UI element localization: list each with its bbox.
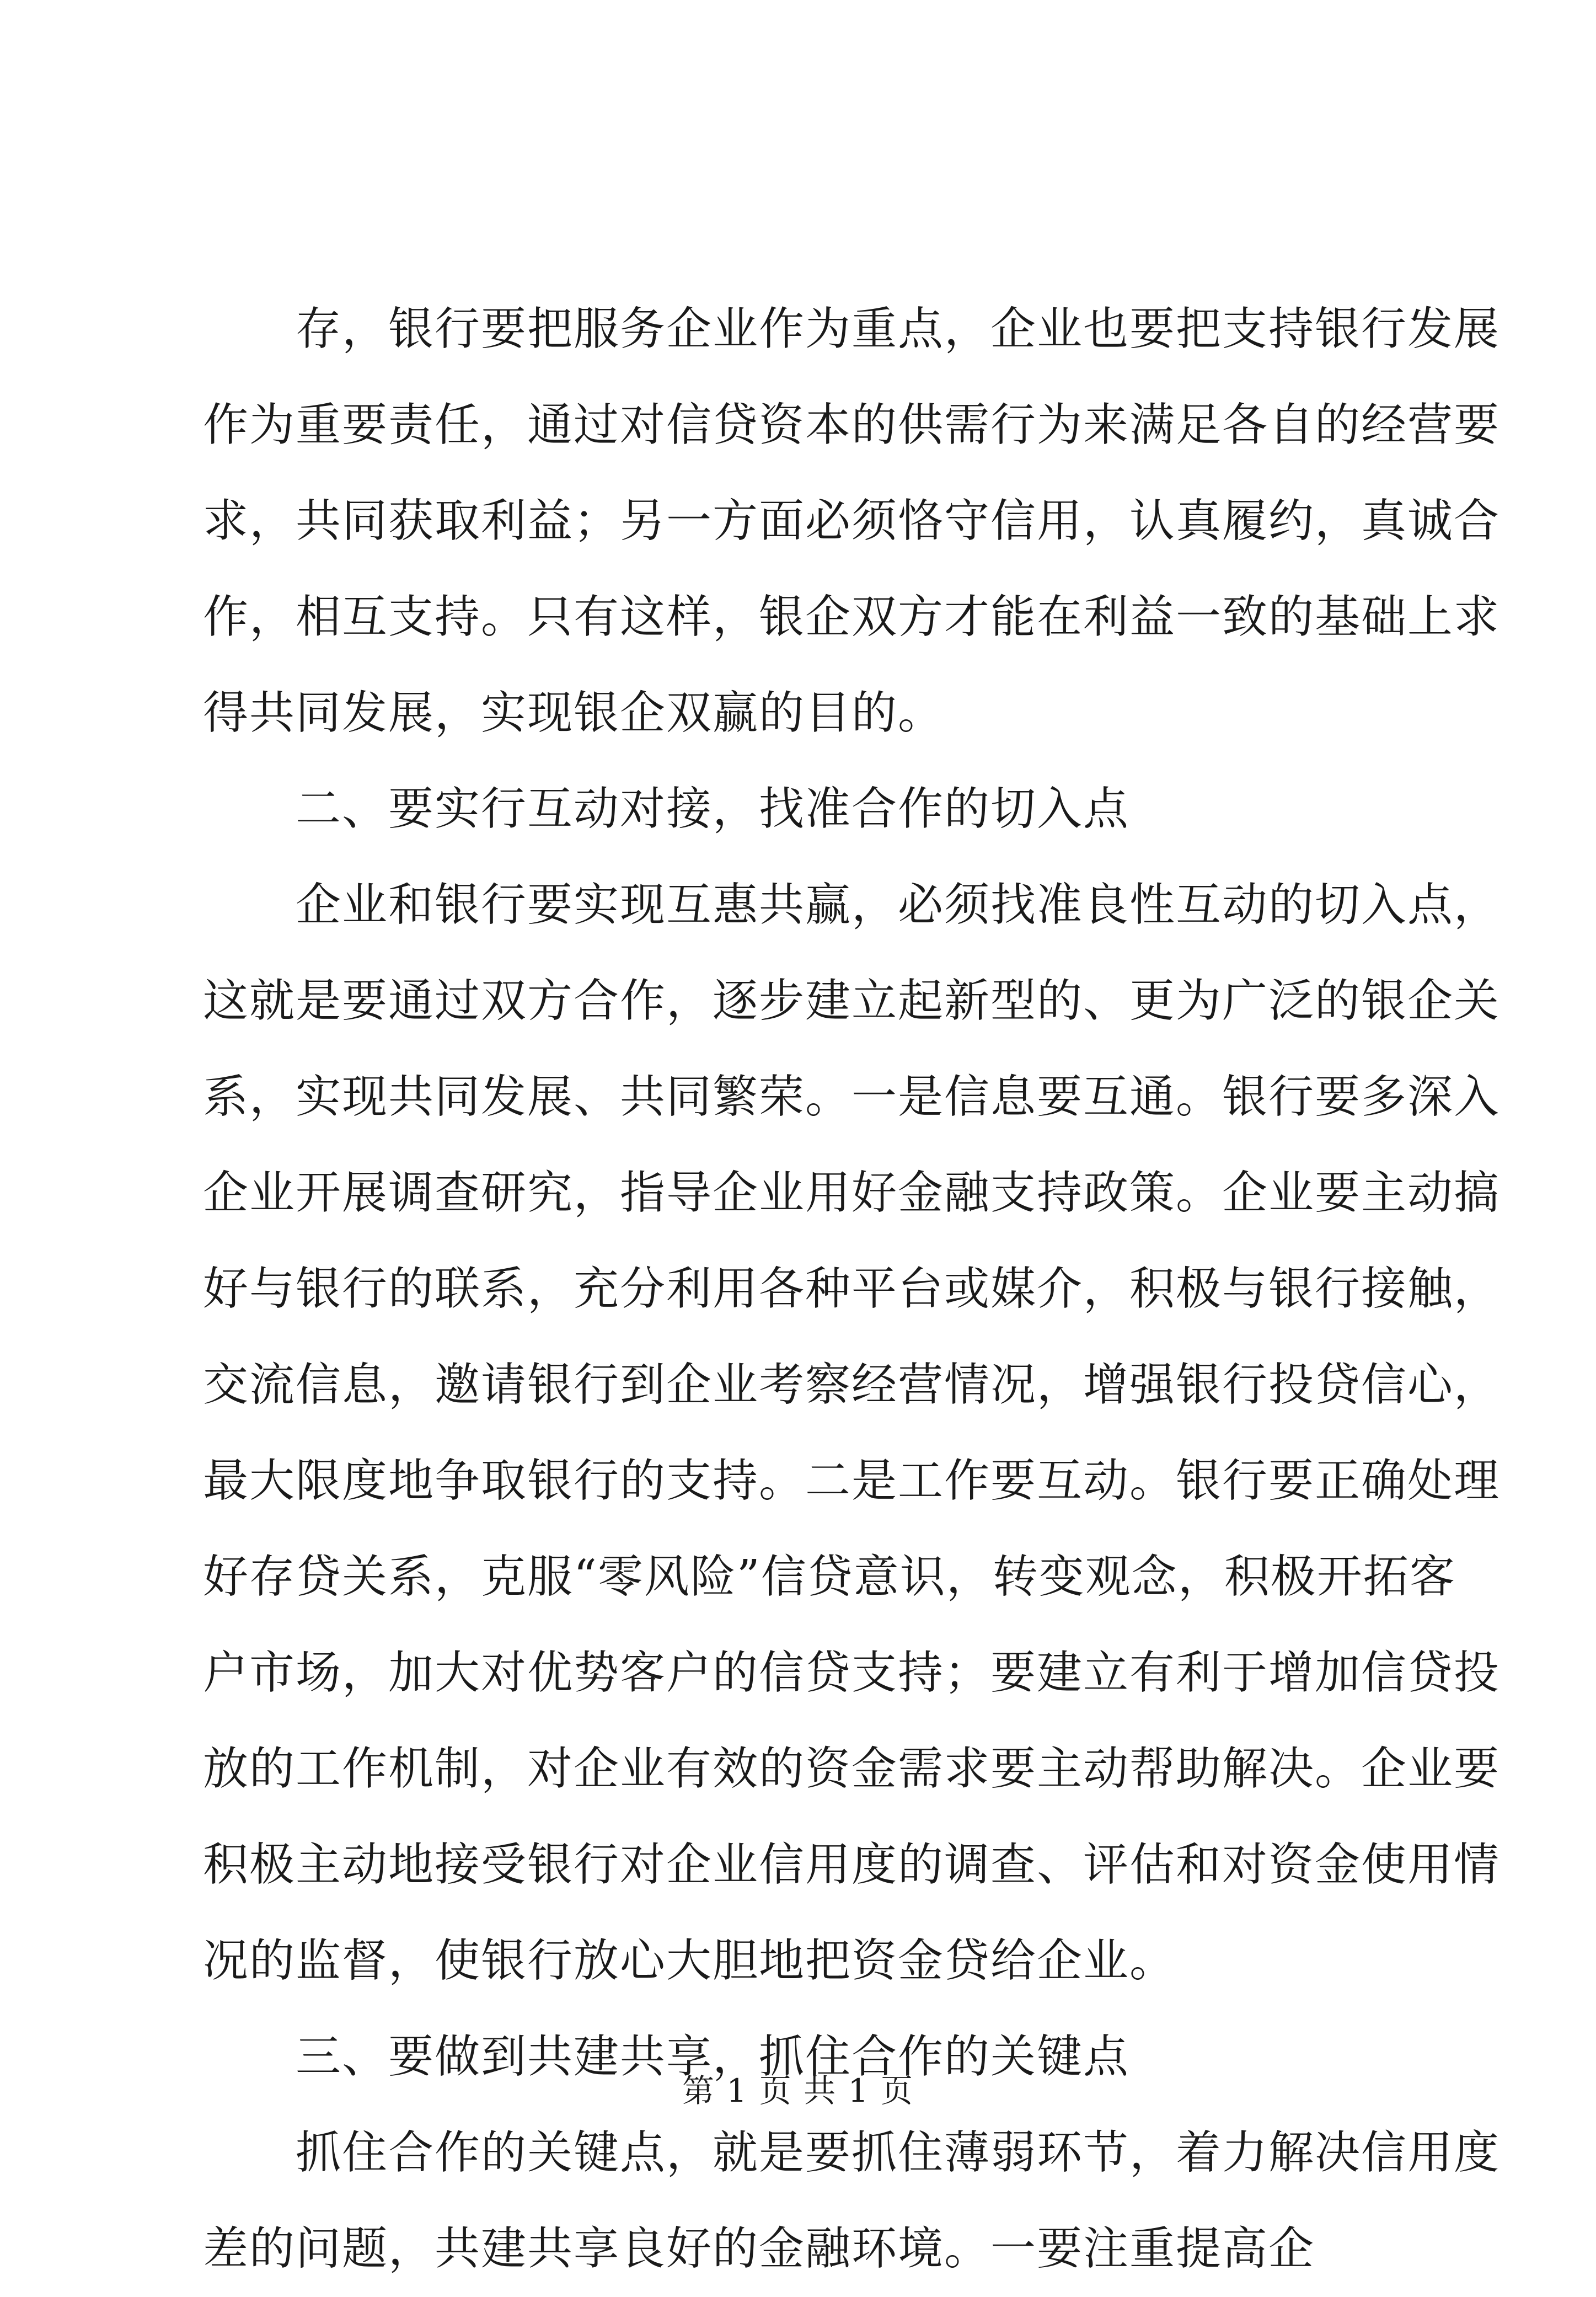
page-footer: 第 1 页 共 1 页 [682, 2072, 914, 2109]
text-line: 存，银行要把服务企业作为重点，企业也要把支持银行发展 [296, 303, 1501, 355]
text-line: 户市场，加大对优势客户的信贷支持；要建立有利于增加信贷投 [203, 1647, 1501, 1699]
text-line: 得共同发展，实现银企双赢的目的。 [203, 687, 945, 739]
text-line: 最大限度地争取银行的支持。二是工作要互动。银行要正确处理 [203, 1455, 1501, 1507]
document-body [203, 281, 1501, 2297]
section-heading: 二、要实行互动对接，找准合作的切入点 [296, 783, 1130, 835]
section-heading: 三、要做到共建共享，抓住合作的关键点 [296, 2031, 1130, 2083]
text-line: 抓住合作的关键点，就是要抓住薄弱环节，着力解决信用度 [296, 2127, 1501, 2179]
text-line: 差的问题，共建共享良好的金融环境。一要注重提高企 [203, 2223, 1315, 2275]
text-line: 好存贷关系，克服“零风险”信贷意识，转变观念，积极开拓客 [203, 1551, 1456, 1603]
text-line: 作，相互支持。只有这样，银企双方才能在利益一致的基础上求 [203, 591, 1501, 643]
text-line: 企业和银行要实现互惠共赢，必须找准良性互动的切入点， [296, 879, 1501, 931]
text-line: 积极主动地接受银行对企业信用度的调查、评估和对资金使用情 [203, 1839, 1501, 1891]
text-line: 系，实现共同发展、共同繁荣。一是信息要互通。银行要多深入 [203, 1071, 1501, 1123]
text-line: 况的监督，使银行放心大胆地把资金贷给企业。 [203, 1935, 1176, 1987]
text-line: 求，共同获取利益；另一方面必须恪守信用，认真履约，真诚合 [203, 495, 1501, 547]
text-line: 作为重要责任，通过对信贷资本的供需行为来满足各自的经营要 [203, 399, 1501, 451]
text-line: 交流信息，邀请银行到企业考察经营情况，增强银行投贷信心， [203, 1359, 1501, 1411]
text-line: 放的工作机制，对企业有效的资金需求要主动帮助解决。企业要 [203, 1743, 1501, 1795]
text-line: 好与银行的联系，充分利用各种平台或媒介，积极与银行接触， [203, 1263, 1501, 1315]
text-line: 企业开展调查研究，指导企业用好金融支持政策。企业要主动搞 [203, 1167, 1501, 1219]
text-line: 这就是要通过双方合作，逐步建立起新型的、更为广泛的银企关 [203, 975, 1501, 1027]
